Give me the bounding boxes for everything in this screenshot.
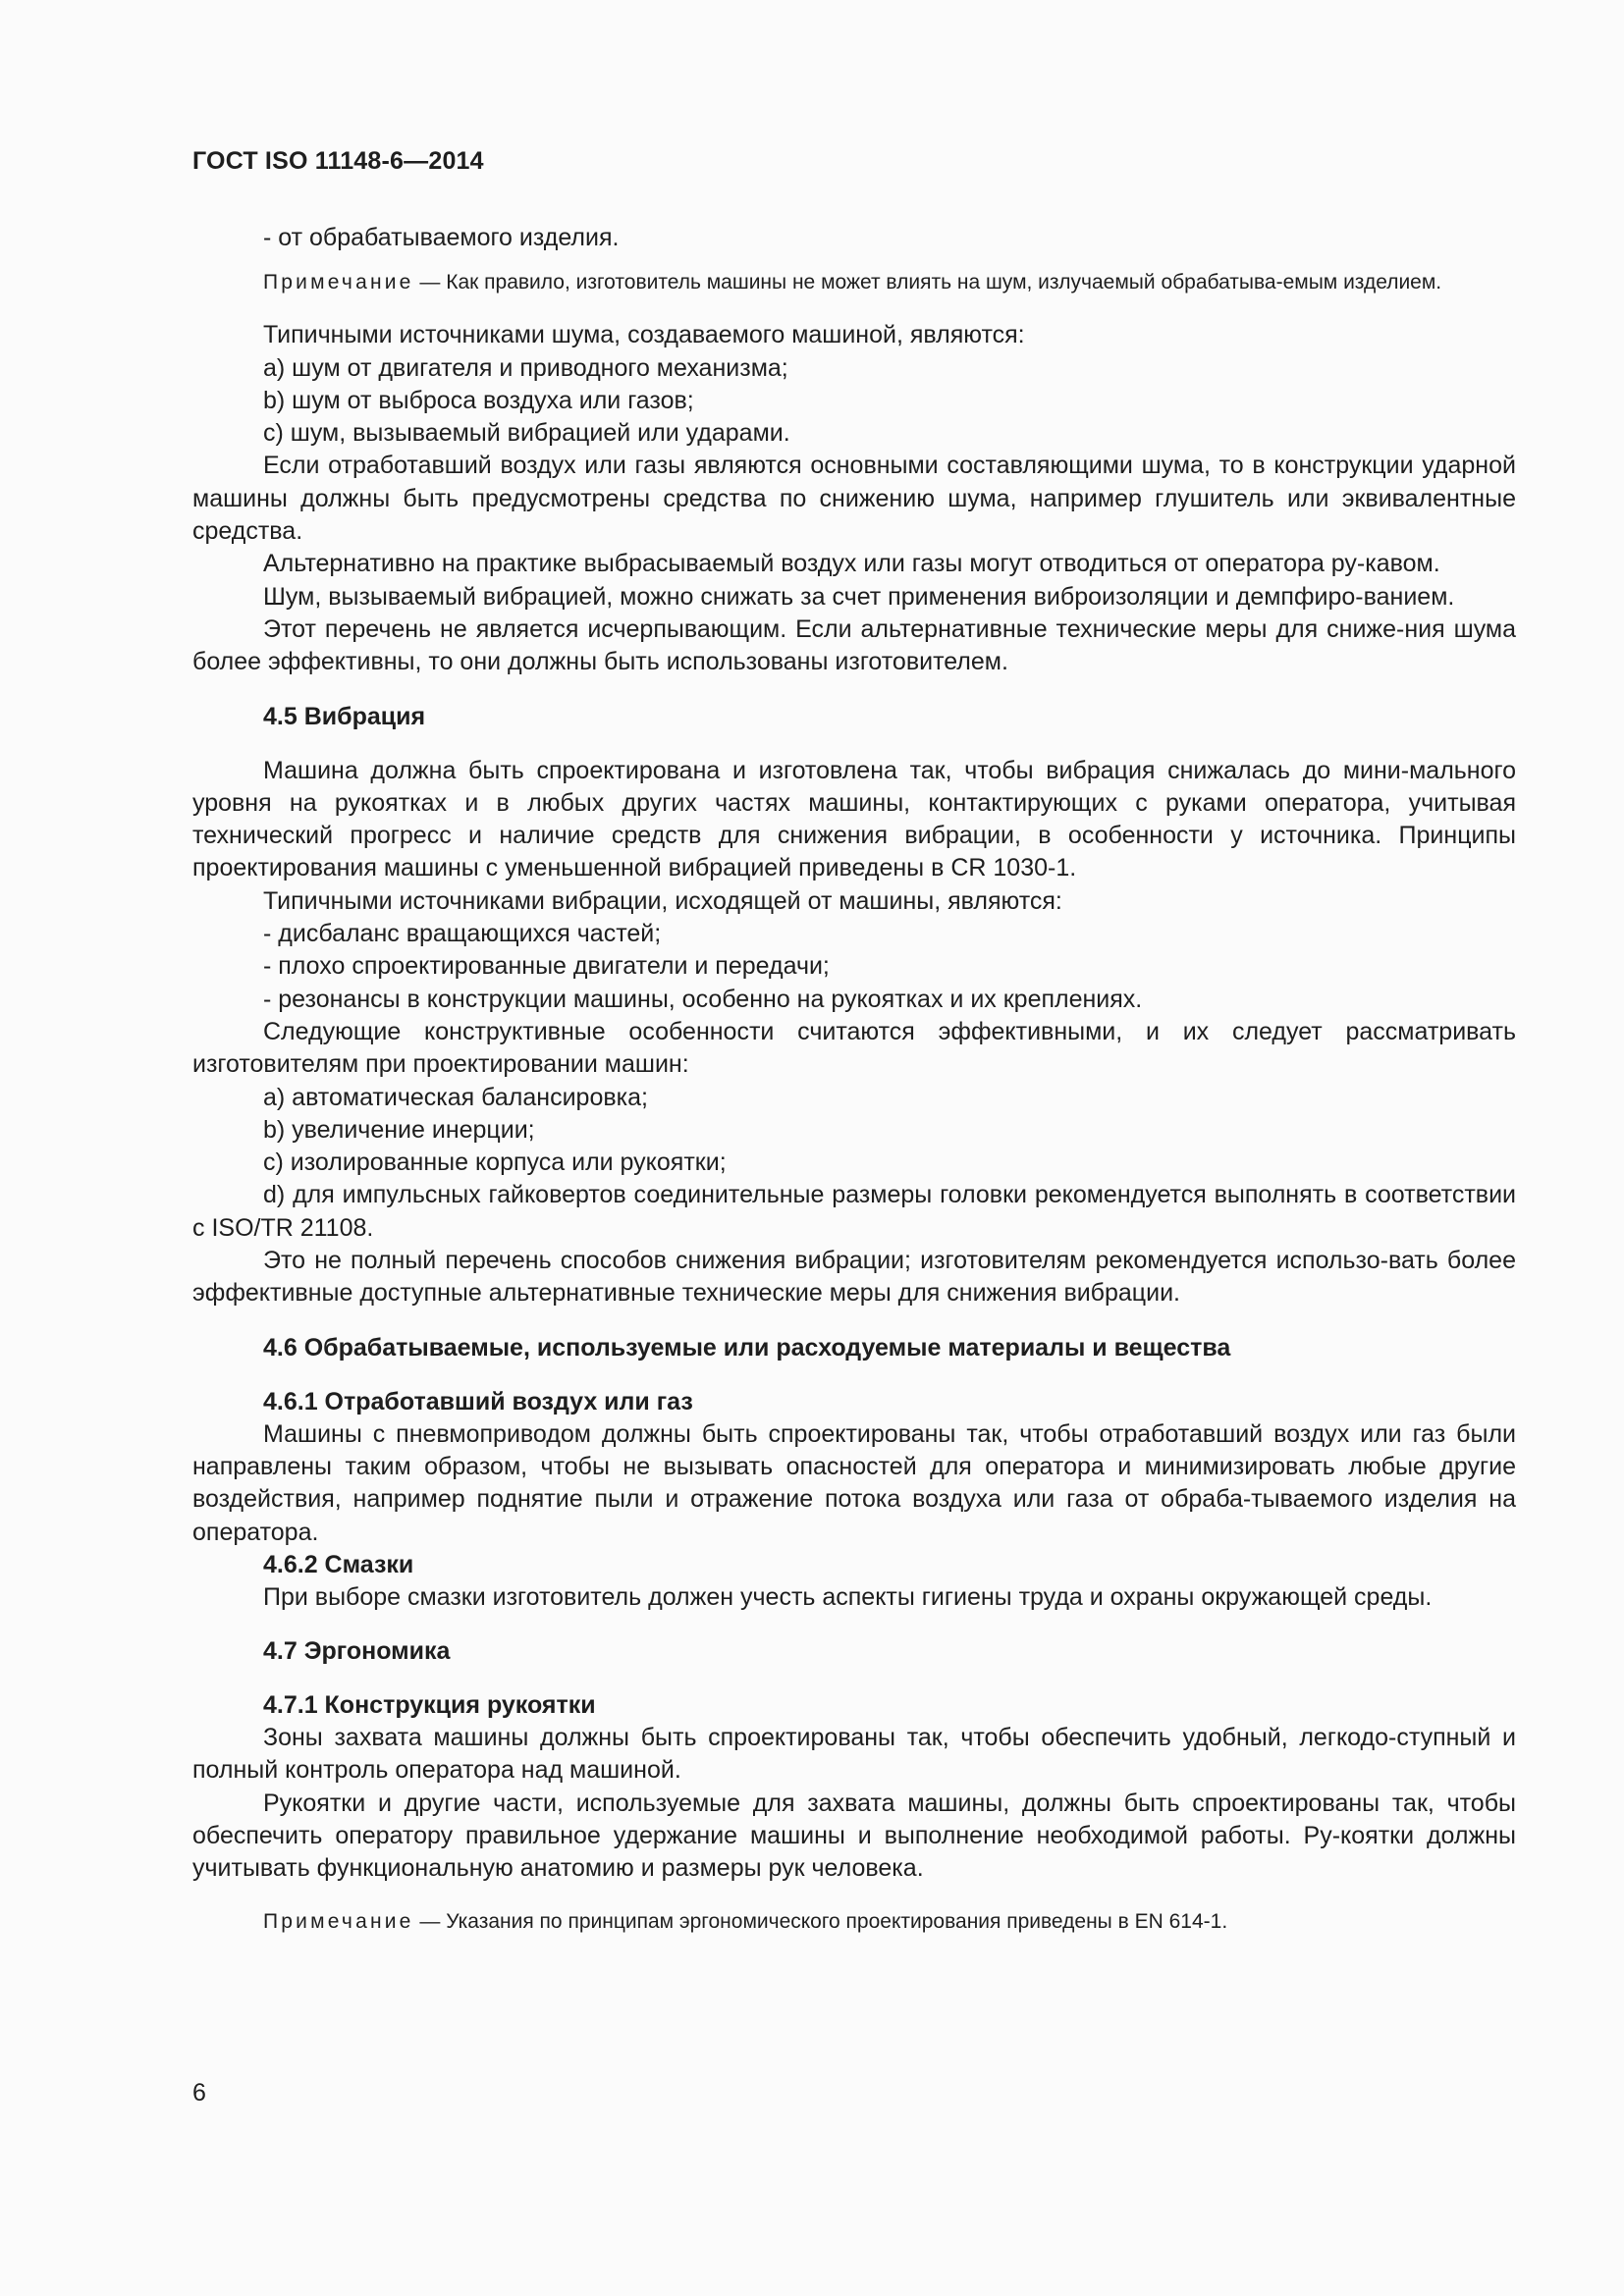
paragraph: Машины с пневмоприводом должны быть спроектированы так, чтобы отработавший воздух или газ были направлены таким образом, чтобы не вызывать опасностей для оператора и минимизировать любые другие воздействия, например поднятие пыли и отражение потока воздуха или газа от обраба-тываемого изделия на оператора. bbox=[192, 1419, 1516, 1546]
paragraph: Альтернативно на практике выбрасываемый воздух или газы могут отводиться от оператора ру-кавом. bbox=[263, 550, 1440, 578]
note-paragraph bbox=[192, 1907, 1516, 1937]
paragraph: При выборе смазки изготовитель должен учесть аспекты гигиены труда и охраны окружающей среды. bbox=[263, 1582, 1433, 1611]
paragraph: c) шум, вызываемый вибрацией или ударами. bbox=[263, 419, 790, 448]
paragraph: Типичными источниками вибрации, исходящей от машины, являются: bbox=[263, 886, 1062, 915]
paragraph: Зоны захвата машины должны быть спроектированы так, чтобы обеспечить удобный, легкодо-ступный и полный контроль оператора над машиной. bbox=[192, 1724, 1516, 1785]
paragraph: c) изолированные корпуса или рукоятки; bbox=[263, 1148, 727, 1177]
paragraph: Этот перечень не является исчерпывающим. Если альтернативные технические меры для сниже-ния шума более эффективны, то они должны быть использованы изготовителем. bbox=[192, 614, 1516, 676]
document-header: ГОСТ ISO 11148-6—2014 bbox=[192, 147, 484, 175]
paragraph: - от обрабатываемого изделия. bbox=[263, 224, 620, 251]
paragraph: d) для импульсных гайковертов соединительные размеры головки рекомендуется выполнять в соответствии с ISO/TR 21108. bbox=[192, 1181, 1516, 1242]
note-paragraph bbox=[192, 268, 1516, 297]
paragraph: a) автоматическая балансировка; bbox=[263, 1083, 648, 1111]
note-text: — Указания по принципам эргономического проектирования приведены в EN 614-1. bbox=[413, 1909, 1228, 1933]
section-heading: 4.7 Эргономика bbox=[263, 1637, 451, 1666]
note-label: Примечание bbox=[263, 1909, 414, 1933]
paragraph: Машина должна быть спроектирована и изготовлена так, чтобы вибрация снижалась до мини-мального уровня на рукоятках и в любых других частях машины, контактирующих с руками оператора, учитывая технический прогресс и наличие средств для снижения вибрации, в особенности у источника. Принципы проектирования машины с уменьшенной вибрацией приведены в CR 1030-1. bbox=[192, 756, 1516, 882]
document-body bbox=[192, 222, 1516, 1937]
paragraph: b) шум от выброса воздуха или газов; bbox=[263, 386, 694, 414]
paragraph: Шум, вызываемый вибрацией, можно снижать за счет применения виброизоляции и демпфиро-ванием. bbox=[263, 582, 1455, 611]
page-number: 6 bbox=[192, 2079, 206, 2107]
paragraph: - резонансы в конструкции машины, особенно на рукоятках и их креплениях. bbox=[263, 985, 1143, 1013]
section-heading: 4.7.1 Конструкция рукоятки bbox=[263, 1691, 596, 1720]
paragraph: b) увеличение инерции; bbox=[263, 1115, 535, 1144]
note-text: — Как правило, изготовитель машины не может влиять на шум, излучаемый обрабатыва-емым изделием. bbox=[413, 271, 1442, 294]
note-label: Примечание bbox=[263, 271, 414, 294]
paragraph: Рукоятки и другие части, используемые для захвата машины, должны быть спроектированы так, чтобы обеспечить оператору правильное удержание машины и выполнение необходимой работы. Ру-коятки должны учитывать функциональную анатомию и размеры рук человека. bbox=[192, 1789, 1516, 1883]
paragraph: Это не полный перечень способов снижения вибрации; изготовителям рекомендуется использо-вать более эффективные доступные альтернативные технические меры для снижения вибрации. bbox=[192, 1247, 1516, 1308]
section-heading: 4.5 Вибрация bbox=[263, 702, 426, 730]
paragraph: Типичными источниками шума, создаваемого машиной, являются: bbox=[263, 321, 1025, 349]
paragraph: a) шум от двигателя и приводного механизма; bbox=[263, 353, 788, 382]
paragraph: - дисбаланс вращающихся частей; bbox=[263, 920, 662, 948]
section-heading: 4.6.1 Отработавший воздух или газ bbox=[263, 1387, 693, 1415]
paragraph: Следующие конструктивные особенности считаются эффективными, и их следует рассматривать изготовителям при проектировании машин: bbox=[192, 1017, 1516, 1079]
paragraph: - плохо спроектированные двигатели и передачи; bbox=[263, 952, 830, 981]
paragraph: Если отработавший воздух или газы являются основными составляющими шума, то в конструкции ударной машины должны быть предусмотрены средства по снижению шума, например глушитель или эквивалентные средства. bbox=[192, 452, 1516, 546]
section-heading: 4.6 Обрабатываемые, используемые или расходуемые материалы и вещества bbox=[263, 1333, 1231, 1362]
section-heading: 4.6.2 Смазки bbox=[263, 1550, 414, 1578]
